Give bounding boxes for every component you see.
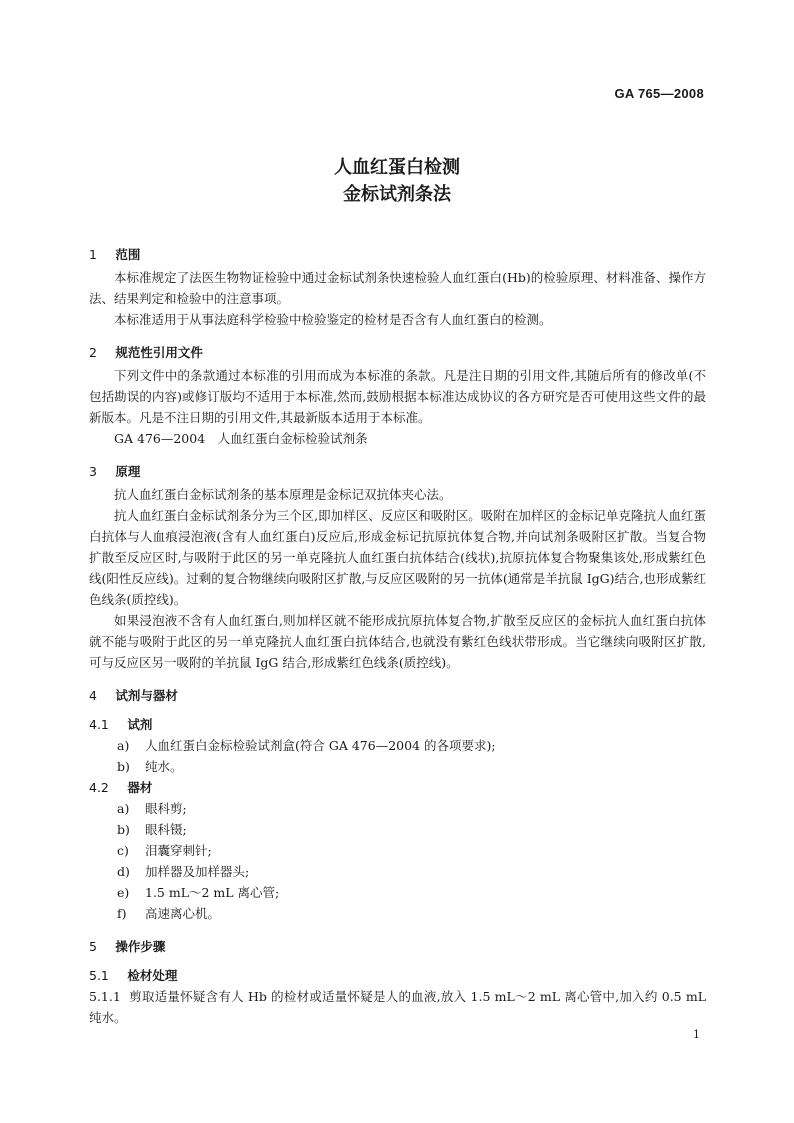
list-text: 1.5 mL～2 mL 离心管; [145,885,280,900]
paragraph: 下列文件中的条款通过本标准的引用而成为本标准的条款。凡是注日期的引用文件,其随后所有的修改单(不包括勘误的内容)或修订版均不适用于本标准,然而,鼓励根据本标准达成协议的各方研究是否可使用这些文件的最新版本。凡是不注日期的引用文件,其最新版本适用于本标准。 [89,368,706,425]
subsection-number: 4.1 [89,717,109,732]
document-body [89,244,706,1028]
section-number: 2 [89,345,97,360]
section-heading-3 [89,461,706,482]
list-label: f) [117,906,127,921]
list-label: e) [117,885,130,900]
subsection-title: 试剂 [127,717,153,732]
document-subtitle: 金标试剂条法 [343,184,451,205]
list-text: 眼科镊; [145,822,187,837]
subsection-heading-4-1 [89,714,706,735]
list-text: 泪囊穿刺针; [145,843,212,858]
subsection-title: 检材处理 [127,968,178,983]
section-heading-5 [89,936,706,957]
section-number: 5 [89,939,97,954]
paragraph: 如果浸泡液不含有人血红蛋白,则加样区就不能形成抗原抗体复合物,扩散至反应区的金标抗人血红蛋白抗体就不能与吸附于此区的另一单克隆抗人血红蛋白抗体结合,也就没有紫红色线状带形成。当它继续向吸附区扩散,可与反应区另一吸附的羊抗鼠 IgG 结合,形成紫红色线条(质控线)。 [89,613,706,670]
list-text: 眼科剪; [145,801,187,816]
list-text: 人血红蛋白金标检验试剂盒(符合 GA 476—2004 的各项要求); [145,738,496,753]
list-item [89,756,706,777]
list-label: a) [117,738,130,753]
list-text: 高速离心机。 [145,906,221,921]
list-item [89,861,706,882]
list-label: d) [117,864,130,879]
list-label: a) [117,801,130,816]
subsection-heading-4-2 [89,777,706,798]
paragraph: 抗人血红蛋白金标试剂条分为三个区,即加样区、反应区和吸附区。吸附在加样区的金标记单克隆抗人血红蛋白抗体与人血痕浸泡液(含有人血红蛋白)反应后,形成金标记抗原抗体复合物,并向试剂条吸附区扩散。当复合物扩散至反应区时,与吸附于此区的另一单克隆抗人血红蛋白抗体结合(线状),抗原抗体复合物聚集该处,形成紫红色线(阳性反应线)。过剩的复合物继续向吸附区扩散,与反应区吸附的另一抗体(通常是羊抗鼠 IgG)结合,也形成紫红色线条(质控线)。 [89,508,706,607]
reference-entry: GA 476—2004 人血红蛋白金标检验试剂条 [114,431,368,446]
section-number: 4 [89,688,97,703]
section-title: 规范性引用文件 [115,345,203,360]
section-number: 1 [89,247,97,262]
paragraph: 本标准规定了法医生物物证检验中通过金标试剂条快速检验人血红蛋白(Hb)的检验原理、材料准备、操作方法、结果判定和检验中的注意事项。 [89,270,706,306]
list-item [89,819,706,840]
list-text: 加样器及加样器头; [145,864,250,879]
list-item [89,903,706,924]
section-heading-1 [89,244,706,265]
section-heading-2 [89,342,706,363]
list-item [89,882,706,903]
section-number: 3 [89,464,97,479]
page-number: 1 [693,1028,700,1041]
list-item [89,735,706,756]
clause-5-1-1 [89,986,706,1028]
section-title: 范围 [115,247,141,262]
section-heading-4 [89,685,706,706]
list-item [89,840,706,861]
subsection-heading-5-1 [89,965,706,986]
section-title: 试剂与器材 [115,688,178,703]
document-title: 人血红蛋白检测 [334,157,460,178]
clause-text: 剪取适量怀疑含有人 Hb 的检材或适量怀疑是人的血液,放入 1.5 mL～2 mL 离心管中,加入约 0.5 mL 纯水。 [89,989,706,1025]
subsection-number: 5.1 [89,968,109,983]
list-item [89,798,706,819]
list-label: b) [117,759,130,774]
standard-number: GA 765—2008 [614,86,704,101]
subsection-title: 器材 [127,780,153,795]
paragraph: 抗人血红蛋白金标试剂条的基本原理是金标记双抗体夹心法。 [114,487,452,502]
clause-number: 5.1.1 [89,989,121,1004]
section-title: 操作步骤 [115,939,166,954]
paragraph: 本标准适用于从事法庭科学检验中检验鉴定的检材是否含有人血红蛋白的检测。 [114,312,552,327]
section-title: 原理 [115,464,141,479]
list-text: 纯水。 [145,759,183,774]
list-label: b) [117,822,130,837]
subsection-number: 4.2 [89,780,109,795]
list-label: c) [117,843,129,858]
